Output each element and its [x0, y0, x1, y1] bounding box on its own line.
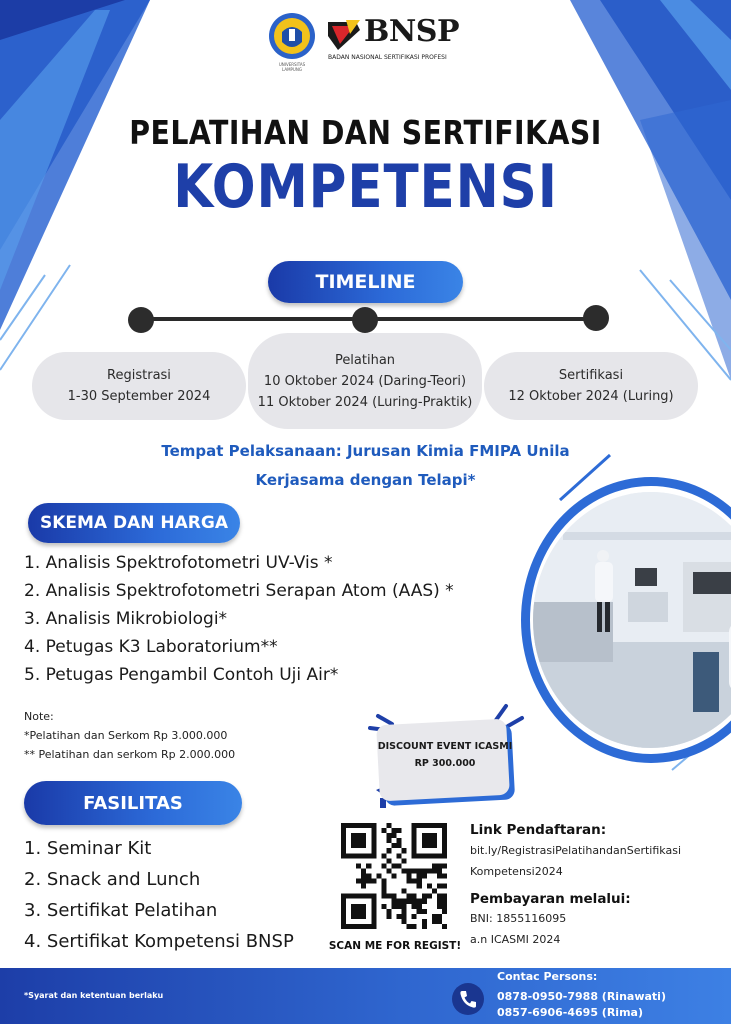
payment-account: BNI: 1855116095 [470, 912, 567, 925]
title-line-2: KOMPETENSI [173, 152, 558, 222]
timeline-card-sertifikasi [484, 352, 698, 420]
timeline-card-registrasi [32, 352, 246, 420]
payment-account-name: a.n ICASMI 2024 [470, 933, 561, 946]
list-item: 4. Petugas K3 Laboratorium** [24, 637, 278, 657]
payment-info [470, 891, 631, 950]
list-item: 3. Analisis Mikrobiologi* [24, 609, 228, 629]
list-item: 3. Sertifikat Pelatihan [24, 900, 218, 921]
timeline-step-date: 12 Oktober 2024 (Luring) [508, 389, 674, 404]
contact-1[interactable]: 0878-0950-7988 (Rinawati) [497, 990, 666, 1003]
bnsp-logo-subtitle: BADAN NASIONAL SERTIFIKASI PROFESI [328, 54, 447, 61]
timeline-step-date: 10 Oktober 2024 (Daring-Teori) [263, 373, 467, 389]
note-line-2: ** Pelatihan dan serkom Rp 2.000.000 [24, 748, 236, 761]
unila-logo [268, 12, 316, 60]
bnsp-logo [326, 14, 466, 66]
list-item: 1. Analisis Spektrofotometri UV-Vis * [24, 553, 333, 573]
fasilitas-list [24, 833, 294, 957]
terms-note: *Syarat dan ketentuan berlaku [24, 991, 164, 1000]
fasilitas-label: FASILITAS [24, 781, 242, 825]
timeline-dot-pelatihan [352, 307, 378, 333]
registration-link[interactable]: bit.ly/RegistrasiPelatihandanSertifikasi [470, 844, 681, 857]
note-title: Note: [24, 710, 54, 723]
timeline-step-date: 1-30 September 2024 [67, 389, 211, 404]
registration-info [470, 822, 681, 882]
bnsp-logo-text: BNSP [364, 14, 460, 49]
discount-title: DISCOUNT EVENT ICASMI [377, 741, 513, 752]
timeline-dot-registrasi [128, 307, 154, 333]
timeline-dot-sertifikasi [583, 305, 609, 331]
venue-line-1: Tempat Pelaksanaan: Jurusan Kimia FMIPA Unila [161, 442, 570, 460]
discount-badge [375, 738, 515, 772]
list-item: 2. Analisis Spektrofotometri Serapan Atom (AAS) * [24, 581, 454, 601]
timeline-step-date-2: 11 Oktober 2024 (Luring-Praktik) [257, 394, 473, 410]
qr-code[interactable] [341, 823, 447, 929]
registration-heading: Link Pendaftaran: [470, 822, 607, 838]
timeline-card-pelatihan [248, 333, 482, 429]
contact-2[interactable]: 0857-6906-4695 (Rima) [497, 1006, 643, 1019]
payment-heading: Pembayaran melalui: [470, 891, 631, 907]
qr-caption: SCAN ME FOR REGIST! [328, 940, 462, 952]
price-note [24, 707, 235, 764]
discount-amount: RP 300.000 [414, 758, 476, 769]
list-item: 1. Seminar Kit [24, 838, 152, 859]
title-line-1: PELATIHAN DAN SERTIFIKASI [129, 113, 602, 152]
note-line-1: *Pelatihan dan Serkom Rp 3.000.000 [24, 729, 228, 742]
timeline-step-name: Sertifikasi [558, 368, 624, 383]
list-item: 5. Petugas Pengambil Contoh Uji Air* [24, 665, 339, 685]
unila-logo-text: UNIVERSITAS LAMPUNG [278, 62, 306, 72]
timeline-label: TIMELINE [268, 261, 463, 303]
list-item: 4. Sertifikat Kompetensi BNSP [24, 931, 294, 952]
registration-link-2[interactable]: Kompetensi2024 [470, 865, 563, 878]
timeline-step-name: Pelatihan [334, 352, 396, 368]
skema-list [24, 549, 454, 689]
timeline-step-name: Registrasi [107, 368, 171, 383]
skema-label: SKEMA DAN HARGA [28, 503, 240, 543]
venue-line-2: Kerjasama dengan Telapi* [255, 471, 476, 489]
list-item: 2. Snack and Lunch [24, 869, 201, 890]
phone-icon [452, 983, 484, 1015]
contact-title: Contac Persons: [497, 970, 598, 983]
